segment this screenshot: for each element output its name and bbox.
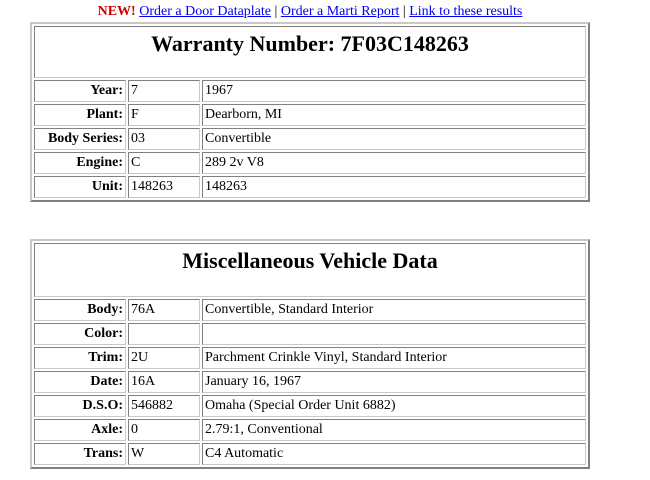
row-value — [202, 323, 586, 345]
row-code: W — [128, 443, 200, 465]
table-row — [34, 104, 586, 126]
new-badge: NEW! — [97, 4, 136, 19]
row-label: Body: — [34, 299, 126, 321]
order-marti-report-link[interactable]: Order a Marti Report — [280, 4, 400, 19]
row-value: Convertible — [202, 128, 586, 150]
row-code: F — [128, 104, 200, 126]
table-row — [34, 80, 586, 102]
table-row — [34, 443, 586, 465]
row-code: 7 — [128, 80, 200, 102]
table-row — [34, 347, 586, 369]
warranty-table — [30, 22, 590, 202]
table-row — [34, 371, 586, 393]
table-row — [34, 176, 586, 198]
row-code: 0 — [128, 419, 200, 441]
table-row — [34, 419, 586, 441]
table-row — [34, 395, 586, 417]
row-code: 148263 — [128, 176, 200, 198]
row-value: 2.79:1, Conventional — [202, 419, 586, 441]
table-row — [34, 128, 586, 150]
row-label: Date: — [34, 371, 126, 393]
row-code: 546882 — [128, 395, 200, 417]
row-label: D.S.O: — [34, 395, 126, 417]
row-code: 76A — [128, 299, 200, 321]
order-door-dataplate-link[interactable]: Order a Door Dataplate — [139, 4, 272, 19]
warranty-title: Warranty Number: 7F03C148263 — [34, 26, 586, 78]
row-code: 2U — [128, 347, 200, 369]
row-code: C — [128, 152, 200, 174]
row-code: 16A — [128, 371, 200, 393]
row-label: Body Series: — [34, 128, 126, 150]
row-label: Color: — [34, 323, 126, 345]
row-value: 289 2v V8 — [202, 152, 586, 174]
nav-separator: | — [402, 4, 406, 19]
misc-vehicle-table — [30, 239, 590, 469]
nav-separator: | — [274, 4, 278, 19]
table-row — [34, 299, 586, 321]
row-value: January 16, 1967 — [202, 371, 586, 393]
top-nav — [0, 3, 620, 21]
row-label: Year: — [34, 80, 126, 102]
misc-title: Miscellaneous Vehicle Data — [34, 243, 586, 297]
row-code — [128, 323, 200, 345]
row-label: Unit: — [34, 176, 126, 198]
table-row — [34, 152, 586, 174]
row-value: Parchment Crinkle Vinyl, Standard Interior — [202, 347, 586, 369]
row-value: Omaha (Special Order Unit 6882) — [202, 395, 586, 417]
row-value: Dearborn, MI — [202, 104, 586, 126]
row-value: 148263 — [202, 176, 586, 198]
row-value: 1967 — [202, 80, 586, 102]
row-code: 03 — [128, 128, 200, 150]
row-label: Plant: — [34, 104, 126, 126]
link-to-results-link[interactable]: Link to these results — [409, 4, 523, 19]
row-value: C4 Automatic — [202, 443, 586, 465]
row-label: Trans: — [34, 443, 126, 465]
row-label: Trim: — [34, 347, 126, 369]
table-row — [34, 323, 586, 345]
row-value: Convertible, Standard Interior — [202, 299, 586, 321]
row-label: Engine: — [34, 152, 126, 174]
row-label: Axle: — [34, 419, 126, 441]
